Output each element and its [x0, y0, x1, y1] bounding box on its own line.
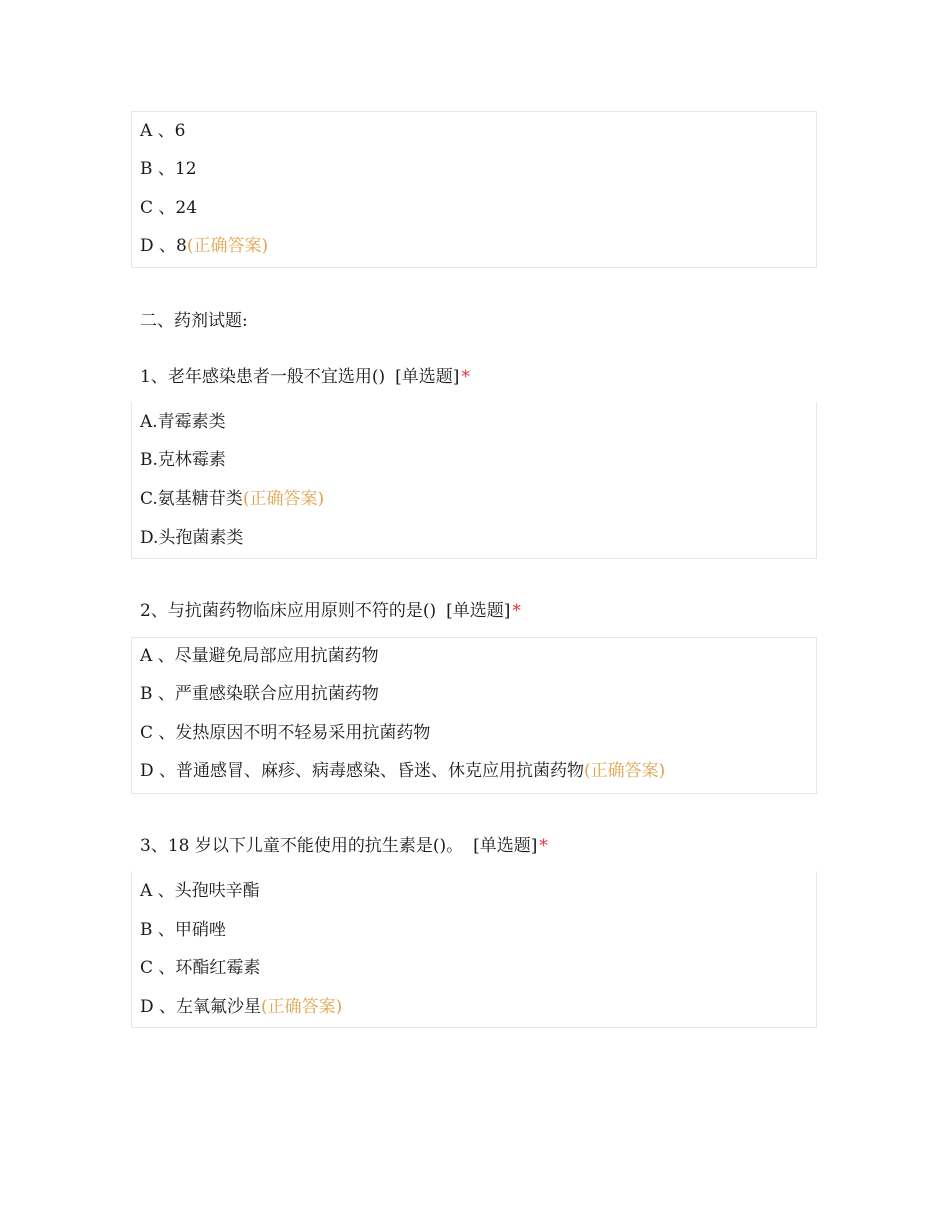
option-d[interactable] — [140, 760, 665, 782]
section-title: 二、药剂试题: — [140, 311, 248, 331]
option-label: D 、8 — [140, 236, 187, 256]
option-label: A.青霉素类 — [140, 412, 226, 432]
option-b[interactable] — [140, 158, 197, 180]
question-type: [单选题] — [446, 601, 511, 621]
question-title — [140, 835, 548, 857]
option-label: A 、尽量避免局部应用抗菌药物 — [140, 646, 379, 666]
option-list — [131, 111, 817, 268]
option-list — [131, 402, 817, 559]
correct-answer-tag: (正确答案) — [261, 997, 343, 1017]
question-type: [单选题] — [395, 367, 460, 387]
correct-answer-tag: (正确答案) — [584, 761, 666, 781]
option-c[interactable] — [140, 957, 260, 979]
option-label: C 、环酯红霉素 — [140, 958, 261, 978]
option-label: B 、严重感染联合应用抗菌药物 — [140, 684, 379, 704]
option-a[interactable] — [140, 880, 260, 902]
option-label: D 、左氧氟沙星 — [140, 997, 262, 1017]
correct-answer-tag: (正确答案) — [186, 236, 269, 256]
option-label: C 、24 — [140, 198, 198, 218]
option-b[interactable] — [140, 449, 226, 471]
option-b[interactable] — [140, 919, 226, 941]
option-label: A 、6 — [140, 121, 186, 141]
option-a[interactable] — [140, 645, 379, 667]
option-list — [131, 871, 817, 1028]
required-marker: * — [512, 601, 521, 621]
option-label: B 、12 — [140, 159, 197, 179]
correct-answer-tag: (正确答案) — [242, 489, 325, 509]
option-c[interactable] — [140, 488, 324, 510]
option-a[interactable] — [140, 120, 186, 142]
option-label: C 、发热原因不明不轻易采用抗菌药物 — [140, 723, 431, 743]
option-a[interactable] — [140, 411, 226, 433]
option-label: D 、普通感冒、麻疹、病毒感染、昏迷、休克应用抗菌药物 — [140, 761, 585, 781]
question-text: 2、与抗菌药物临床应用原则不符的是() — [140, 601, 437, 621]
option-list — [131, 637, 817, 794]
option-d[interactable] — [140, 527, 243, 549]
option-c[interactable] — [140, 197, 197, 219]
question-title — [140, 600, 521, 622]
option-b[interactable] — [140, 683, 379, 705]
option-label: B 、甲硝唑 — [140, 920, 226, 940]
option-c[interactable] — [140, 722, 430, 744]
option-d[interactable] — [140, 235, 268, 257]
option-label: A 、头孢呋辛酯 — [140, 881, 260, 901]
question-type: [单选题] — [473, 836, 538, 856]
option-label: C.氨基糖苷类 — [140, 489, 243, 509]
required-marker: * — [461, 367, 470, 387]
option-label: D.头孢菌素类 — [140, 528, 244, 548]
option-label: B.克林霉素 — [140, 450, 226, 470]
option-d[interactable] — [140, 996, 342, 1018]
question-text: 3、18 岁以下儿童不能使用的抗生素是()。 — [140, 836, 464, 856]
question-title — [140, 366, 470, 388]
question-text: 1、老年感染患者一般不宜选用() — [140, 367, 386, 387]
required-marker: * — [539, 836, 548, 856]
